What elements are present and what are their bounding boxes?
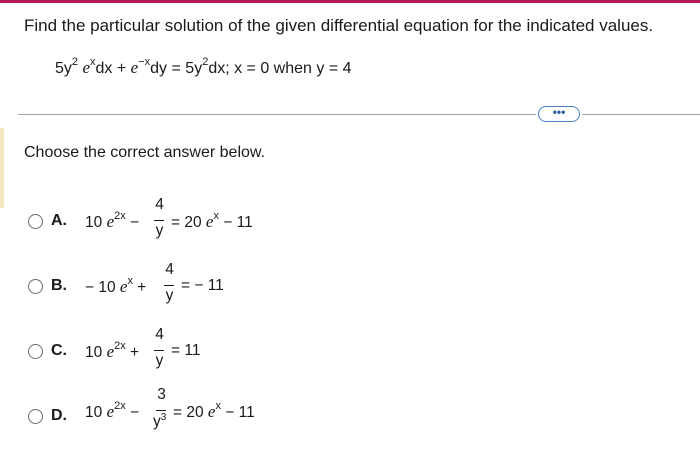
differential-equation: $5y^2$ $e^xdx + e^{-x}dy = 5y^2dx$; x = 0 when y = 4 bbox=[55, 56, 352, 77]
fraction-denominator: y bbox=[155, 222, 164, 239]
radio-button-c[interactable] bbox=[28, 344, 43, 359]
option-right-side: = 20 $e^x - 11$ bbox=[171, 210, 253, 231]
fraction-bar bbox=[154, 350, 164, 351]
option-right-side: = 20 $e^x - 11$ bbox=[173, 400, 255, 421]
option-expression: 10 $e^{2x}$ − bbox=[85, 400, 140, 421]
answer-option-c[interactable] bbox=[28, 326, 248, 370]
radio-button-d[interactable] bbox=[28, 409, 43, 424]
top-accent-bar bbox=[0, 0, 700, 3]
fraction-numerator: 4 bbox=[155, 326, 164, 343]
left-highlight-bar bbox=[0, 128, 4, 208]
fraction-numerator: 4 bbox=[165, 261, 174, 278]
fraction-denominator: y bbox=[165, 287, 174, 304]
option-letter: B. bbox=[51, 277, 67, 294]
option-letter: A. bbox=[51, 212, 67, 229]
answer-option-a[interactable] bbox=[28, 196, 328, 240]
answer-option-d[interactable] bbox=[28, 386, 328, 435]
fraction-bar bbox=[156, 410, 166, 411]
option-letter: D. bbox=[51, 407, 67, 424]
fraction-bar bbox=[154, 220, 164, 221]
radio-button-a[interactable] bbox=[28, 214, 43, 229]
option-right-side: = 11 bbox=[171, 342, 201, 359]
fraction-numerator: 4 bbox=[155, 196, 164, 213]
option-expression: 10 $e^{2x}$ + bbox=[85, 340, 140, 361]
fraction-numerator: 3 bbox=[157, 386, 166, 403]
option-letter: C. bbox=[51, 342, 67, 359]
instruction-text: Choose the correct answer below. bbox=[24, 144, 266, 161]
option-expression: 10 $e^{2x}$ − bbox=[85, 210, 140, 231]
more-options-button[interactable]: ••• bbox=[538, 106, 580, 122]
fraction-denominator: $y^3$ bbox=[153, 412, 167, 430]
radio-button-b[interactable] bbox=[28, 279, 43, 294]
option-expression: − 10 $e^x$ + bbox=[85, 275, 147, 296]
section-divider bbox=[18, 114, 536, 115]
option-right-side: = − 11 bbox=[181, 277, 224, 294]
question-text: Find the particular solution of the given differential equation for the indicated values. bbox=[24, 16, 654, 35]
fraction-bar bbox=[164, 285, 174, 286]
answer-option-b[interactable] bbox=[28, 261, 288, 305]
fraction-denominator: y bbox=[155, 352, 164, 369]
section-divider-right bbox=[582, 114, 700, 115]
